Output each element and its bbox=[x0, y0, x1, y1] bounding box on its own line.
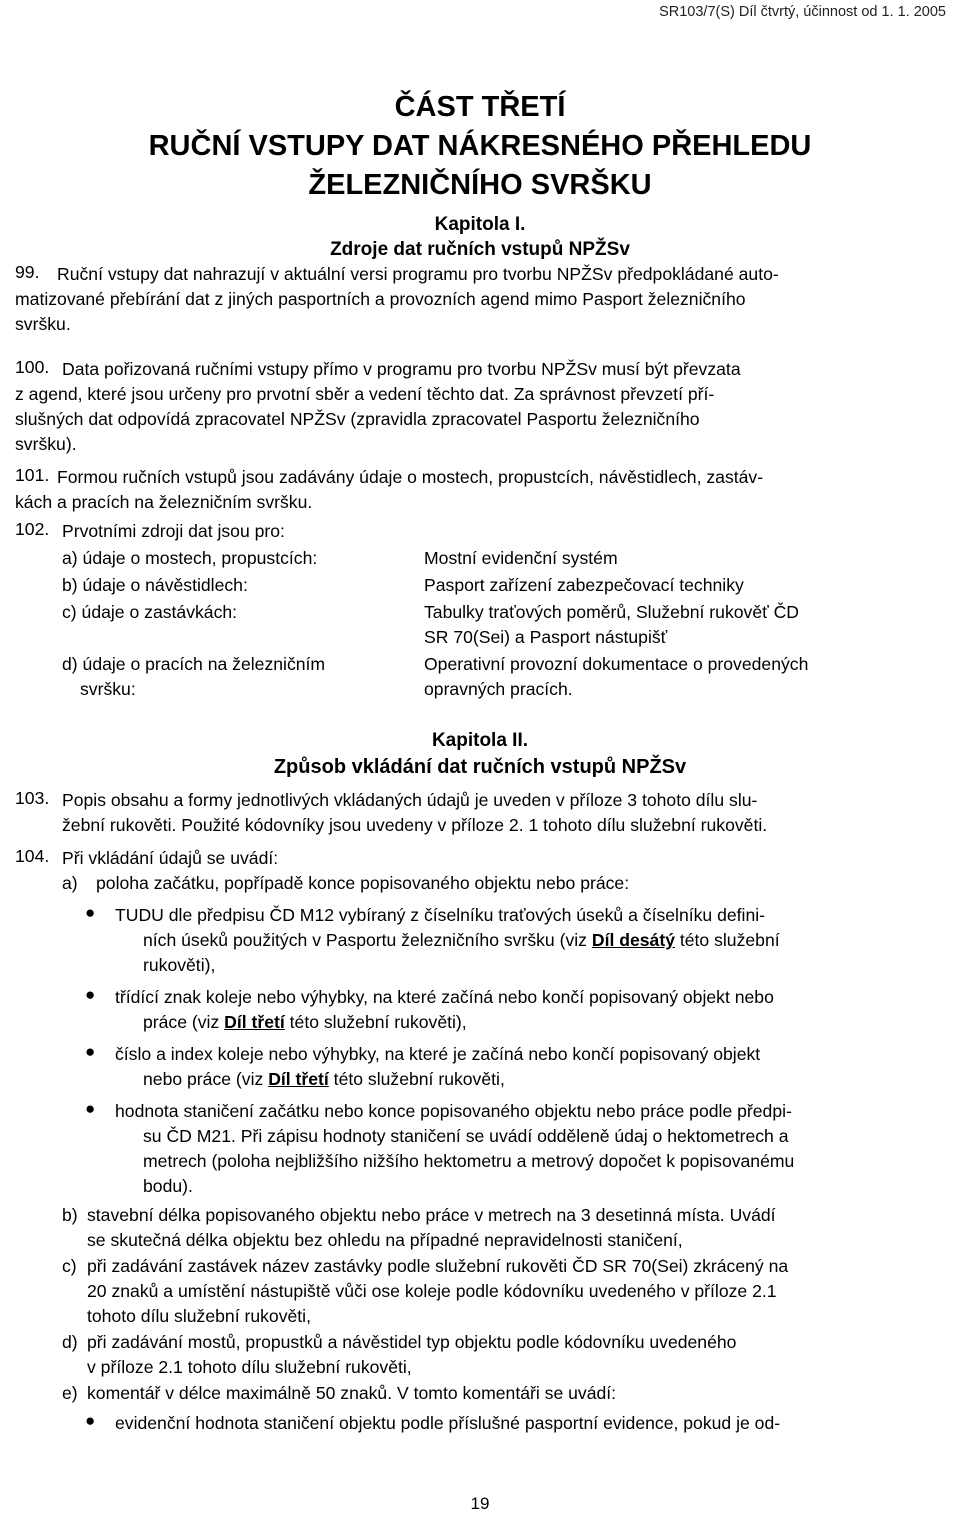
source-row-c-right: Tabulky traťových poměrů, Služební rukověť ČD bbox=[424, 602, 800, 622]
link-dil-treti[interactable]: Díl třetí bbox=[268, 1069, 329, 1089]
item-d-line: v příloze 2.1 tohoto dílu služební rukověti, bbox=[87, 1357, 412, 1377]
paragraph-100-line: z agend, které jsou určeny pro prvotní sběr a vedení těchto dat. Za správnost převzetí pří- bbox=[15, 384, 715, 404]
paragraph-100-number: 100. bbox=[15, 357, 50, 377]
item-a-text: poloha začátku, popřípadě konce popisovaného objektu nebo práce: bbox=[96, 873, 630, 893]
item-a-mark: a) bbox=[62, 873, 78, 893]
bullet-2-cont: práce (viz Díl třetí této služební rukověti), bbox=[143, 1012, 467, 1032]
paragraph-99-line: Ruční vstupy dat nahrazují v aktuální versi programu pro tvorbu NPŽSv předpokládané auto- bbox=[57, 264, 779, 284]
source-row-c-left: c) údaje o zastávkách: bbox=[62, 602, 238, 622]
chapter-1-label: Kapitola I. bbox=[434, 214, 526, 235]
paragraph-103 bbox=[62, 788, 947, 813]
bullet-3-cont: nebo práce (viz Díl třetí této služební rukověti, bbox=[143, 1069, 505, 1089]
link-dil-desaty[interactable]: Díl desátý bbox=[591, 930, 675, 950]
source-row-b-right: Pasport zařízení zabezpečovací techniky bbox=[424, 575, 744, 595]
paragraph-99-line: matizované přebírání dat z jiných pasportních a provozních agend mimo Pasport železničního bbox=[15, 289, 746, 309]
paragraph-101-number: 101. bbox=[15, 465, 50, 485]
bullet-icon: ● bbox=[85, 903, 96, 922]
source-row-a-left: a) údaje o mostech, propustcích: bbox=[62, 548, 318, 568]
bullet-icon: ● bbox=[85, 1411, 96, 1430]
bullet-4-line-2: su ČD M21. Při zápisu hodnoty staničení se uvádí odděleně údaj o hektometrech a bbox=[143, 1126, 789, 1146]
bullet-1-line: TUDU dle předpisu ČD M12 vybíraný z číselníku traťových úseků a číselníku defini- bbox=[115, 905, 766, 925]
bullet-4-line-4: bodu). bbox=[143, 1176, 193, 1196]
source-row-d-right-2: opravných pracích. bbox=[424, 679, 573, 699]
bullet-icon: ● bbox=[85, 1042, 96, 1061]
bullet-2 bbox=[115, 985, 958, 1010]
item-c-line: 20 znaků a umístění nástupiště vůči ose koleje podle kódovníku uvedeného v příloze 2.1 bbox=[87, 1281, 777, 1301]
bullet-4-cont bbox=[143, 1124, 958, 1199]
bullet-4-line-3: metrech (poloha nejbližšího nižšího hektometru a metrový dopočet k popisovanému bbox=[143, 1151, 795, 1171]
paragraph-103-line: Popis obsahu a formy jednotlivých vkládaných údajů je uveden v příloze 3 tohoto dílu slu- bbox=[62, 790, 758, 810]
item-d-text bbox=[87, 1330, 958, 1380]
item-c-mark: c) bbox=[62, 1256, 77, 1276]
item-d-line: při zadávání mostů, propustků a návěstidel typ objektu podle kódovníku uvedeného bbox=[87, 1332, 737, 1352]
bullet-2-line: třídící znak koleje nebo výhybky, na které začíná nebo končí popisovaný objekt nebo bbox=[115, 987, 774, 1007]
paragraph-100 bbox=[62, 357, 947, 382]
paragraph-100-line: svršku). bbox=[15, 434, 77, 454]
paragraph-100-line: slušných dat odpovídá zpracovatel NPŽSv (zpravidla zpracovatel Pasportu železničního bbox=[15, 409, 700, 429]
paragraph-99 bbox=[57, 262, 947, 287]
paragraph-99-line: svršku. bbox=[15, 314, 71, 334]
paragraph-101-line: kách a pracích na železničním svršku. bbox=[15, 492, 313, 512]
part-title-line-1: ČÁST TŘETÍ bbox=[394, 91, 566, 123]
item-c-text bbox=[87, 1254, 958, 1329]
paragraph-102-intro: Prvotními zdroji dat jsou pro: bbox=[62, 521, 285, 541]
source-row-d-right: Operativní provozní dokumentace o provedených bbox=[424, 654, 809, 674]
part-title-line-3: ŽELEZNIČNÍHO SVRŠKU bbox=[308, 169, 652, 201]
paragraph-101-cont bbox=[15, 490, 950, 515]
bullet-1-line-3: rukověti), bbox=[143, 955, 216, 975]
paragraph-103-number: 103. bbox=[15, 788, 50, 808]
paragraph-104-intro: Při vkládání údajů se uvádí: bbox=[62, 848, 279, 868]
source-row-b-left: b) údaje o návěstidlech: bbox=[62, 575, 248, 595]
bullet-5 bbox=[115, 1411, 958, 1436]
bullet-icon: ● bbox=[85, 1099, 96, 1118]
chapter-1-title: Zdroje dat ručních vstupů NPŽSv bbox=[330, 239, 630, 260]
item-d-mark: d) bbox=[62, 1332, 78, 1352]
item-b-text bbox=[87, 1203, 958, 1253]
bullet-5-line: evidenční hodnota staničení objektu podle příslušné pasportní evidence, pokud je od- bbox=[115, 1413, 781, 1433]
bullet-1 bbox=[115, 903, 948, 928]
paragraph-99-number: 99. bbox=[15, 262, 40, 282]
item-b-line: se skutečná délka objektu bez ohledu na případné nepravidelnosti staničení, bbox=[87, 1230, 683, 1250]
paragraph-101-line: Formou ručních vstupů jsou zadávány údaje o mostech, propustcích, návěstidlech, zastáv- bbox=[57, 467, 764, 487]
paragraph-100-cont bbox=[15, 382, 950, 457]
source-row-d-left: d) údaje o pracích na železničním bbox=[62, 654, 326, 674]
source-row-c-right-2: SR 70(Sei) a Pasport nástupišť bbox=[424, 627, 668, 647]
item-b-mark: b) bbox=[62, 1205, 78, 1225]
bullet-icon: ● bbox=[85, 985, 96, 1004]
bullet-4-line: hodnota staničení začátku nebo konce popisovaného objektu nebo práce podle předpi- bbox=[115, 1101, 792, 1121]
bullet-1-cont bbox=[143, 928, 948, 978]
source-row-d-left-2: svršku: bbox=[80, 679, 136, 699]
chapter-2-title: Způsob vkládání dat ručních vstupů NPŽSv bbox=[273, 756, 687, 778]
chapter-2-label: Kapitola II. bbox=[431, 730, 529, 751]
bullet-4 bbox=[115, 1099, 958, 1124]
link-dil-treti[interactable]: Díl třetí bbox=[224, 1012, 285, 1032]
page-number: 19 bbox=[470, 1494, 490, 1513]
paragraph-102-number: 102. bbox=[15, 519, 50, 539]
paragraph-100-line: Data pořizovaná ručními vstupy přímo v programu pro tvorbu NPŽSv musí být převzata bbox=[62, 359, 741, 379]
item-c-line: tohoto dílu služební rukověti, bbox=[87, 1306, 311, 1326]
bullet-1-line-2: ních úseků použitých v Pasportu železničního svršku (viz Díl desátý této služební bbox=[143, 930, 780, 950]
bullet-3-line: číslo a index koleje nebo výhybky, na které je začíná nebo končí popisovaný objekt bbox=[115, 1044, 761, 1064]
part-title-line-2: RUČNÍ VSTUPY DAT NÁKRESNÉHO PŘEHLEDU bbox=[148, 130, 812, 162]
paragraph-103-cont: žební rukověti. Použité kódovníky jsou uvedeny v příloze 2. 1 tohoto dílu služební rukověti. bbox=[62, 815, 768, 835]
item-e-mark: e) bbox=[62, 1383, 78, 1403]
source-row-a-right: Mostní evidenční systém bbox=[424, 548, 618, 568]
item-c-line: při zadávání zastávek název zastávky podle služební rukověti ČD SR 70(Sei) zkrácený na bbox=[87, 1256, 789, 1276]
paragraph-101 bbox=[57, 465, 947, 490]
bullet-3 bbox=[115, 1042, 958, 1067]
item-e-text: komentář v délce maximálně 50 znaků. V tomto komentáři se uvádí: bbox=[87, 1383, 617, 1403]
page-header: SR103/7(S) Díl čtvrtý, účinnost od 1. 1. 2005 bbox=[659, 4, 946, 20]
paragraph-104-number: 104. bbox=[15, 846, 50, 866]
item-b-line: stavební délka popisovaného objektu nebo práce v metrech na 3 desetinná místa. Uvádí bbox=[87, 1205, 776, 1225]
paragraph-99-cont bbox=[15, 287, 950, 337]
